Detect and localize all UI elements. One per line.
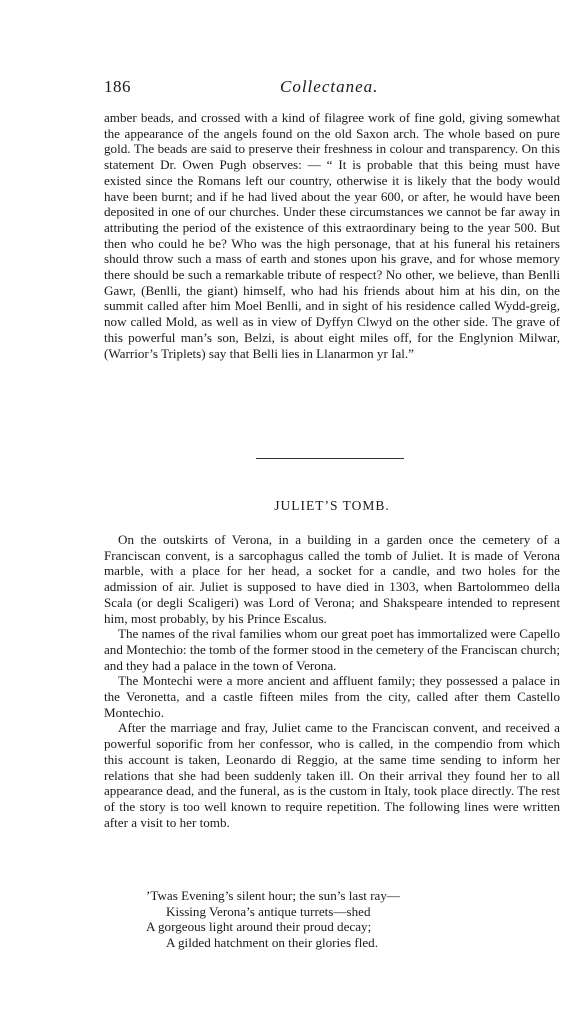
page-header xyxy=(104,77,560,101)
poem-line: A gilded hatchment on their glories fled. xyxy=(166,934,378,950)
body-paragraph: On the outskirts of Verona, in a building in a garden once the cemetery of a Franciscan convent, is a sarcophagus called the tomb of Juliet. It is made of Verona marble, with a place for her head, a socket for a candle, and two holes for the admission of air. Juliet is supposed to have died in 1303, when Bartolommeo della Scala (or degli Scaligeri) was Lord of Verona; and Shakspeare intended to represent him, most probably, by his Prince Escalus. xyxy=(104,532,560,626)
section-divider xyxy=(256,458,404,459)
poem-stanza xyxy=(146,888,400,950)
section-title: JULIET’S TOMB. xyxy=(274,498,390,513)
poem-line: Kissing Verona’s antique turrets—shed xyxy=(166,903,371,919)
running-head: Collectanea. xyxy=(280,77,379,96)
article-body xyxy=(104,532,560,830)
body-paragraph: The names of the rival families whom our great poet has immortalized were Capello and Montechio: the tomb of the former stood in the cemetery of the Franciscan church; and they had a palace in the town of Verona. xyxy=(104,626,560,673)
body-paragraph: The Montechi were a more ancient and affluent family; they possessed a palace in the Veronetta, and a castle fifteen miles from the city, called after them Castello Montechio. xyxy=(104,673,560,720)
body-paragraph: After the marriage and fray, Juliet came to the Franciscan convent, and received a powerful soporific from her confessor, who is called, in the compendio from which this account is taken, Leonardo di Reggio, at the same time sending to inform her relations that she had been suddenly taken ill. On their arrival they found her to all appearance dead, and the funeral, as is the custom in Italy, took place directly. The rest of the story is too well known to require repetition. The following lines were written after a visit to her tomb. xyxy=(104,720,560,830)
page-number: 186 xyxy=(104,77,131,96)
poem-line: A gorgeous light around their proud decay; xyxy=(146,919,372,935)
continued-paragraph: amber beads, and crossed with a kind of filagree work of fine gold, giving somewhat the appearance of the angels found on the old Saxon arch. The whole based on pure gold. The beads are said to preserve their freshness in colour and transparency. On this statement Dr. Owen Pugh observes: — “ It is probable that this being must have existed since the Romans left our country, otherwise it is likely that the body would have been burnt; and if he had lived about the year 600, or after, he would have been deposited in one of our churches. Under these circumstances we cannot be far away in attributing the period of the existence of this extraordinary being to the year 500. But then who could he be? Who was the high personage, that at his funeral his retainers should throw such a mass of earth and stones upon his grave, and for whose memory there should be such a remarkable tribute of respect? No other, we believe, than Benlli Gawr, (Benlli, the giant) himself, who had his friends about him at his din, on the summit called after him Moel Benlli, and in sight of his residence called Wydd-greig, now called Mold, as well as in view of Dyffyn Clwyd on the other side. The grave of this powerful man’s son, Belzi, is about eight miles off, for the Englynion Milwar, (Warrior’s Triplets) say that Belli lies in Llanarmon yr Ial.” xyxy=(104,110,560,361)
poem-line: ’Twas Evening’s silent hour; the sun’s last ray— xyxy=(146,888,401,903)
